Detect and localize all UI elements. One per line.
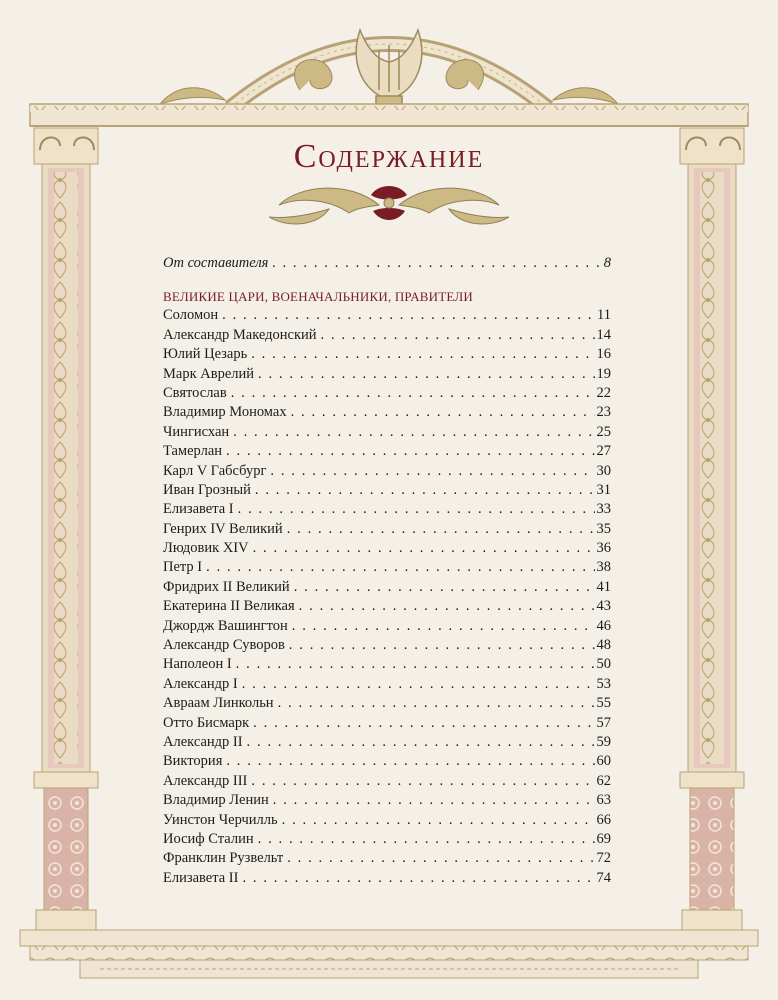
toc-entry-name: Александр Македонский [163, 326, 317, 343]
toc-entry-name: Святослав [163, 384, 227, 401]
toc-entry-page: 8 [603, 255, 611, 271]
bottom-base [20, 930, 758, 978]
toc-entry-page: 74 [596, 869, 611, 886]
toc-entry-page: 27 [596, 443, 611, 460]
toc-entry[interactable] [163, 675, 611, 694]
dot-leader [206, 558, 594, 577]
toc-entry-page: 11 [597, 307, 611, 324]
toc-entry[interactable] [163, 403, 611, 422]
toc-entry-page: 66 [596, 811, 611, 828]
left-column [34, 128, 98, 930]
dot-leader [299, 597, 595, 616]
toc-entry-name: Уинстон Черчилль [163, 811, 278, 828]
toc-entry[interactable] [163, 849, 611, 868]
toc-entry[interactable] [163, 558, 611, 577]
toc-entry-name: Наполеон I [163, 656, 232, 673]
dot-leader [273, 791, 595, 810]
toc-entry[interactable] [163, 772, 611, 791]
toc-entry[interactable] [163, 636, 611, 655]
toc-entry-page: 38 [596, 559, 611, 576]
toc-entry[interactable] [163, 520, 611, 539]
toc-entry[interactable] [163, 423, 611, 442]
toc-entry-page: 72 [596, 850, 611, 867]
toc-entry[interactable] [163, 539, 611, 558]
toc-entry[interactable] [163, 714, 611, 733]
dot-leader [287, 849, 594, 868]
dot-leader [242, 869, 594, 888]
toc-entry-name: Елизавета I [163, 501, 234, 518]
toc-entry-page: 43 [596, 598, 611, 615]
toc-entry-page: 22 [596, 384, 611, 401]
toc-entry-name: Тамерлан [163, 443, 223, 460]
dot-leader [253, 714, 594, 733]
dot-leader [251, 772, 594, 791]
toc-entry-name: Соломон [163, 307, 219, 324]
toc-entry[interactable] [163, 791, 611, 810]
toc-entry-page: 50 [596, 656, 611, 673]
toc-entry[interactable] [163, 326, 611, 345]
scroll-ornament [269, 186, 509, 224]
toc-entry[interactable] [163, 462, 611, 481]
toc-entry-page: 48 [596, 637, 611, 654]
toc-entry-page: 16 [596, 346, 611, 363]
dot-leader [253, 539, 595, 558]
toc-entry[interactable] [163, 384, 611, 403]
toc-entry-page: 46 [596, 617, 611, 634]
toc-entry-page: 55 [596, 695, 611, 712]
toc-entry-page: 41 [596, 578, 611, 595]
toc-entry[interactable] [163, 306, 611, 325]
dot-leader [251, 345, 594, 364]
toc-entry-name: Генрих IV Великий [163, 520, 283, 537]
dot-leader [233, 423, 594, 442]
toc-entries [163, 306, 611, 888]
toc-entry-page: 57 [596, 714, 611, 731]
toc-entry-name: Екатерина II Великая [163, 598, 295, 615]
dot-leader [272, 254, 601, 273]
toc-entry-name: От составителя [163, 255, 269, 271]
toc-entry-name: Иосиф Сталин [163, 830, 254, 847]
toc-entry-page: 14 [596, 326, 611, 343]
toc-entry-page: 23 [596, 404, 611, 421]
dot-leader [289, 636, 595, 655]
dot-leader [226, 752, 594, 771]
dot-leader [294, 578, 595, 597]
dot-leader [282, 811, 595, 830]
toc-entry-name: Александр III [163, 772, 248, 789]
right-column [680, 128, 744, 930]
toc-entry-name: Иван Грозный [163, 481, 251, 498]
toc-entry-page: 25 [596, 423, 611, 440]
dot-leader [236, 655, 595, 674]
toc-intro-entry[interactable] [163, 254, 611, 273]
toc-entry[interactable] [163, 694, 611, 713]
toc-entry-page: 35 [596, 520, 611, 537]
toc-entry-name: Фридрих II Великий [163, 578, 290, 595]
toc-entry-page: 30 [596, 462, 611, 479]
toc-entry[interactable] [163, 365, 611, 384]
toc-entry-name: Александр Суворов [163, 637, 285, 654]
toc-entry-page: 62 [596, 772, 611, 789]
toc-entry-name: Джордж Вашингтон [163, 617, 288, 634]
dot-leader [258, 365, 594, 384]
toc-entry[interactable] [163, 578, 611, 597]
dot-leader [238, 500, 595, 519]
toc-entry[interactable] [163, 869, 611, 888]
toc-entry-name: Владимир Мономах [163, 404, 287, 421]
toc-entry-name: Чингисхан [163, 423, 230, 440]
toc-entry-name: Елизавета II [163, 869, 239, 886]
dot-leader [258, 830, 595, 849]
toc-entry[interactable] [163, 811, 611, 830]
toc-entry-name: Людовик XIV [163, 540, 249, 557]
toc-entry[interactable] [163, 345, 611, 364]
toc-entry-name: Владимир Ленин [163, 792, 269, 809]
dot-leader [291, 403, 595, 422]
dot-leader [278, 694, 595, 713]
dot-leader [292, 617, 595, 636]
toc-entry-name: Юлий Цезарь [163, 346, 248, 363]
toc-entry-page: 19 [596, 365, 611, 382]
toc-entry[interactable] [163, 830, 611, 849]
dot-leader [242, 675, 595, 694]
dot-leader [287, 520, 595, 539]
toc-entry-page: 36 [596, 540, 611, 557]
toc-entry[interactable] [163, 442, 611, 461]
toc-entry-name: Александр II [163, 733, 243, 750]
toc-entry-name: Карл V Габсбург [163, 462, 267, 479]
dot-leader [247, 733, 595, 752]
toc-entry-name: Виктория [163, 753, 223, 770]
toc-entry-name: Франклин Рузвельт [163, 850, 284, 867]
toc-entry-name: Петр I [163, 559, 203, 576]
dot-leader [255, 481, 595, 500]
toc-entry-page: 53 [596, 675, 611, 692]
toc-entry-page: 60 [596, 753, 611, 770]
toc-entry-name: Отто Бисмарк [163, 714, 250, 731]
toc-entry[interactable] [163, 655, 611, 674]
dot-leader [222, 306, 595, 325]
toc-entry[interactable] [163, 500, 611, 519]
toc-entry-page: 59 [596, 733, 611, 750]
toc-entry-page: 33 [596, 501, 611, 518]
dot-leader [321, 326, 595, 345]
toc-entry[interactable] [163, 597, 611, 616]
page-title: Содержание [293, 138, 485, 175]
toc-entry-name: Авраам Линкольн [163, 695, 274, 712]
toc-entry-page: 31 [596, 481, 611, 498]
dot-leader [231, 384, 595, 403]
toc-entry-page: 63 [596, 792, 611, 809]
toc-entry[interactable] [163, 481, 611, 500]
toc-entry-page: 69 [596, 830, 611, 847]
section-heading: ВЕЛИКИЕ ЦАРИ, ВОЕНАЧАЛЬНИКИ, ПРАВИТЕЛИ [163, 289, 473, 305]
toc-entry-name: Марк Аврелий [163, 365, 255, 382]
table-of-contents [163, 254, 611, 888]
dot-leader [270, 462, 594, 481]
toc-entry-name: Александр I [163, 675, 238, 692]
dot-leader [226, 442, 594, 461]
toc-entry[interactable] [163, 752, 611, 771]
toc-entry[interactable] [163, 617, 611, 636]
toc-entry[interactable] [163, 733, 611, 752]
